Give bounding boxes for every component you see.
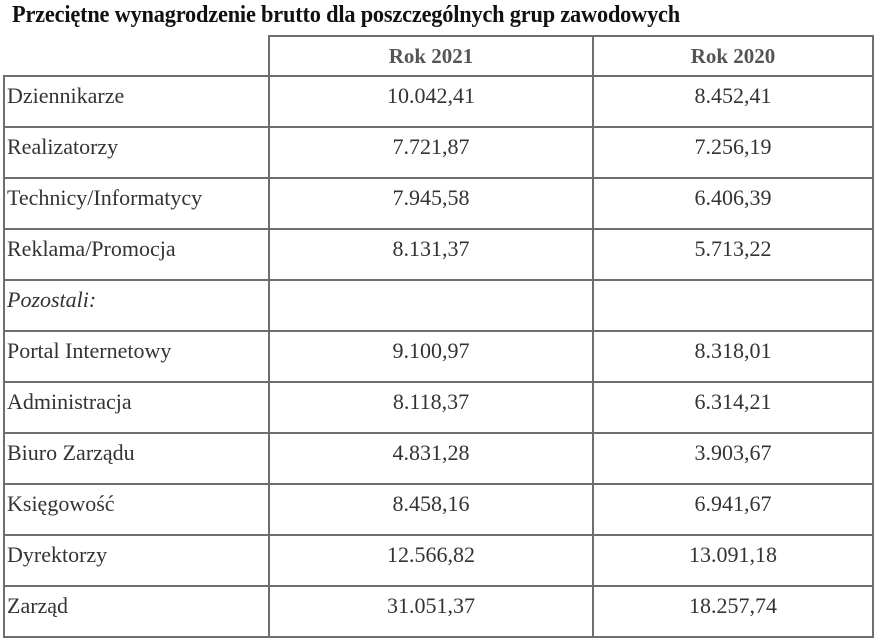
value-2020: 6.314,21 (593, 382, 873, 433)
section-row (4, 280, 873, 331)
header-year-2021: Rok 2021 (269, 36, 593, 76)
value-2021: 12.566,82 (269, 535, 593, 586)
value-2020: 5.713,22 (593, 229, 873, 280)
row-label: Księgowość (4, 484, 269, 535)
table-row (4, 484, 873, 535)
row-label: Biuro Zarządu (4, 433, 269, 484)
wage-table (3, 35, 874, 638)
value-2020: 6.406,39 (593, 178, 873, 229)
value-2020: 8.452,41 (593, 76, 873, 127)
row-label: Reklama/Promocja (4, 229, 269, 280)
row-label: Technicy/Informatycy (4, 178, 269, 229)
row-label: Zarząd (4, 586, 269, 637)
header-empty-cell (4, 36, 269, 76)
value-2021: 7.945,58 (269, 178, 593, 229)
value-2021: 4.831,28 (269, 433, 593, 484)
table-row (4, 433, 873, 484)
row-label: Dyrektorzy (4, 535, 269, 586)
value-2020: 13.091,18 (593, 535, 873, 586)
value-2021: 8.458,16 (269, 484, 593, 535)
header-row (4, 36, 873, 76)
value-2021: 9.100,97 (269, 331, 593, 382)
row-label: Dziennikarze (4, 76, 269, 127)
value-2021: 8.131,37 (269, 229, 593, 280)
table-row (4, 586, 873, 637)
table-row (4, 229, 873, 280)
row-label: Administracja (4, 382, 269, 433)
table-row (4, 382, 873, 433)
table-row (4, 331, 873, 382)
value-2021: 8.118,37 (269, 382, 593, 433)
value-2021: 31.051,37 (269, 586, 593, 637)
row-label: Portal Internetowy (4, 331, 269, 382)
value-2020: 7.256,19 (593, 127, 873, 178)
value-2021 (269, 280, 593, 331)
value-2021: 7.721,87 (269, 127, 593, 178)
row-label: Realizatorzy (4, 127, 269, 178)
value-2021: 10.042,41 (269, 76, 593, 127)
table-row (4, 178, 873, 229)
table-row (4, 127, 873, 178)
value-2020: 6.941,67 (593, 484, 873, 535)
table-row (4, 76, 873, 127)
header-year-2020: Rok 2020 (593, 36, 873, 76)
table-row (4, 535, 873, 586)
value-2020: 8.318,01 (593, 331, 873, 382)
value-2020: 3.903,67 (593, 433, 873, 484)
document-title: Przeciętne wynagrodzenie brutto dla poszczególnych grup zawodowych (12, 2, 681, 28)
value-2020: 18.257,74 (593, 586, 873, 637)
section-label: Pozostali: (4, 280, 269, 331)
value-2020 (593, 280, 873, 331)
